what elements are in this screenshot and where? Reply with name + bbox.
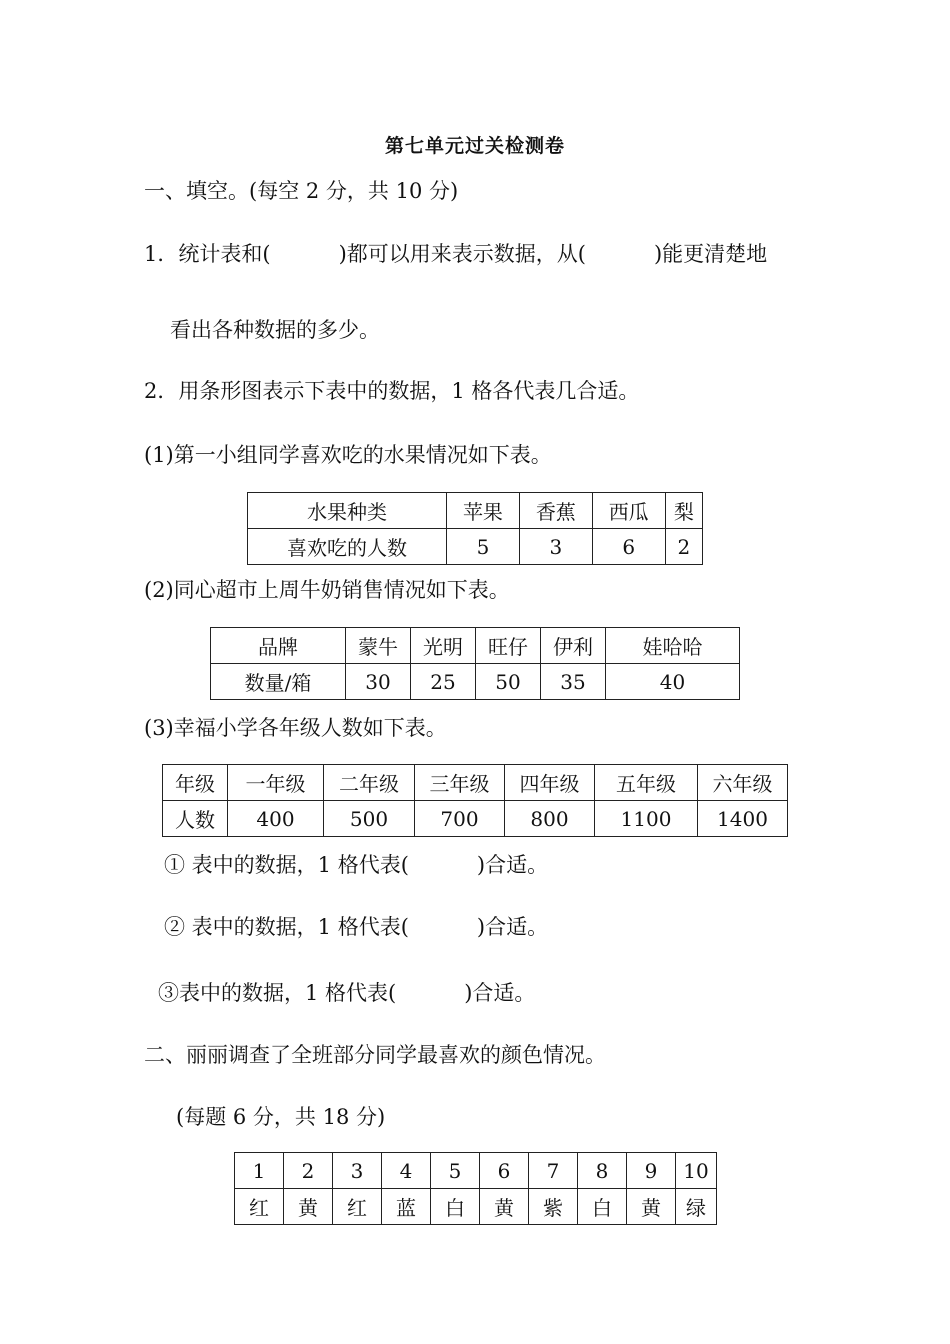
table-row bbox=[211, 628, 740, 664]
q1-text-2: )都可以用来表示数据，从( bbox=[338, 242, 586, 266]
page-title: 第七单元过关检测卷 bbox=[384, 135, 565, 157]
table-cell: 白 bbox=[578, 1189, 627, 1225]
table-row bbox=[235, 1153, 717, 1189]
table-cell: 1400 bbox=[698, 801, 788, 837]
table-cell: 7 bbox=[529, 1153, 578, 1189]
table-cell: 三年级 bbox=[415, 765, 505, 801]
q1-text-3: )能更清楚地 bbox=[653, 242, 768, 266]
table-cell: 二年级 bbox=[324, 765, 415, 801]
table-row bbox=[163, 801, 788, 837]
table-cell: 30 bbox=[346, 664, 411, 700]
table-cell: 35 bbox=[541, 664, 606, 700]
fill-text: )合适。 bbox=[464, 981, 536, 1005]
table-cell: 六年级 bbox=[698, 765, 788, 801]
table-cell: 白 bbox=[431, 1189, 480, 1225]
table-cell: 6 bbox=[480, 1153, 529, 1189]
grade-table bbox=[162, 764, 788, 837]
table-cell: 2 bbox=[665, 529, 702, 565]
table-cell: 700 bbox=[415, 801, 505, 837]
fill-line-3 bbox=[158, 980, 535, 1006]
sub3-caption: (3)幸福小学各年级人数如下表。 bbox=[144, 716, 447, 740]
question-1 bbox=[144, 241, 767, 267]
table-cell: 50 bbox=[476, 664, 541, 700]
table-cell: 四年级 bbox=[505, 765, 595, 801]
table-cell: 黄 bbox=[480, 1189, 529, 1225]
table-cell: 娃哈哈 bbox=[606, 628, 740, 664]
fill-text: ② 表中的数据，1 格代表( bbox=[164, 915, 409, 939]
fill-text: )合适。 bbox=[476, 853, 549, 877]
table-row bbox=[248, 529, 703, 565]
table-cell: 8 bbox=[578, 1153, 627, 1189]
table-cell: 苹果 bbox=[447, 493, 520, 529]
section1-heading: 一、填空。(每空 2 分，共 10 分) bbox=[144, 179, 459, 203]
table-cell: 梨 bbox=[665, 493, 702, 529]
sub2-caption: (2)同心超市上周牛奶销售情况如下表。 bbox=[144, 578, 510, 602]
section2-heading: 二、丽丽调查了全班部分同学最喜欢的颜色情况。 bbox=[144, 1043, 606, 1067]
table-cell: 800 bbox=[505, 801, 595, 837]
sub1-caption: (1)第一小组同学喜欢吃的水果情况如下表。 bbox=[144, 443, 552, 467]
table-cell: 蒙牛 bbox=[346, 628, 411, 664]
table-cell: 旺仔 bbox=[476, 628, 541, 664]
color-table bbox=[234, 1152, 717, 1225]
table-cell: 6 bbox=[592, 529, 665, 565]
table-cell: 绿 bbox=[676, 1189, 717, 1225]
table-cell: 40 bbox=[606, 664, 740, 700]
table-cell: 紫 bbox=[529, 1189, 578, 1225]
table-cell: 9 bbox=[627, 1153, 676, 1189]
q1-continuation: 看出各种数据的多少。 bbox=[170, 318, 380, 342]
table-cell: 2 bbox=[284, 1153, 333, 1189]
fill-text: ① 表中的数据，1 格代表( bbox=[164, 853, 409, 877]
table-cell: 一年级 bbox=[228, 765, 324, 801]
fill-line-1 bbox=[164, 852, 548, 878]
table-cell: 4 bbox=[382, 1153, 431, 1189]
question-2: 2．用条形图表示下表中的数据，1 格各代表几合适。 bbox=[144, 379, 640, 403]
table-cell: 红 bbox=[235, 1189, 284, 1225]
table-cell: 西瓜 bbox=[592, 493, 665, 529]
table-cell: 香蕉 bbox=[519, 493, 592, 529]
table-cell: 品牌 bbox=[211, 628, 346, 664]
table-cell: 3 bbox=[519, 529, 592, 565]
table-cell: 人数 bbox=[163, 801, 228, 837]
fill-text: )合适。 bbox=[476, 915, 549, 939]
table-cell: 1 bbox=[235, 1153, 284, 1189]
table-cell: 400 bbox=[228, 801, 324, 837]
q1-number: 1． bbox=[144, 242, 179, 266]
table-row bbox=[211, 664, 740, 700]
table-cell: 喜欢吃的人数 bbox=[248, 529, 447, 565]
table-row bbox=[163, 765, 788, 801]
fill-line-2 bbox=[164, 914, 548, 940]
section2-score: (每题 6 分，共 18 分) bbox=[176, 1105, 386, 1129]
table-cell: 年级 bbox=[163, 765, 228, 801]
table-cell: 500 bbox=[324, 801, 415, 837]
q1-text-1: 统计表和( bbox=[178, 242, 271, 266]
table-cell: 3 bbox=[333, 1153, 382, 1189]
table-cell: 5 bbox=[447, 529, 520, 565]
table-cell: 红 bbox=[333, 1189, 382, 1225]
table-cell: 蓝 bbox=[382, 1189, 431, 1225]
table-cell: 黄 bbox=[627, 1189, 676, 1225]
table-cell: 五年级 bbox=[595, 765, 698, 801]
fruit-table bbox=[247, 492, 703, 565]
table-cell: 黄 bbox=[284, 1189, 333, 1225]
table-cell: 1100 bbox=[595, 801, 698, 837]
table-cell: 10 bbox=[676, 1153, 717, 1189]
milk-table bbox=[210, 627, 740, 700]
table-cell: 光明 bbox=[411, 628, 476, 664]
table-cell: 水果种类 bbox=[248, 493, 447, 529]
table-row bbox=[248, 493, 703, 529]
table-cell: 伊利 bbox=[541, 628, 606, 664]
table-cell: 5 bbox=[431, 1153, 480, 1189]
table-cell: 25 bbox=[411, 664, 476, 700]
table-cell: 数量/箱 bbox=[211, 664, 346, 700]
table-row bbox=[235, 1189, 717, 1225]
fill-text: ③表中的数据，1 格代表( bbox=[158, 981, 397, 1005]
